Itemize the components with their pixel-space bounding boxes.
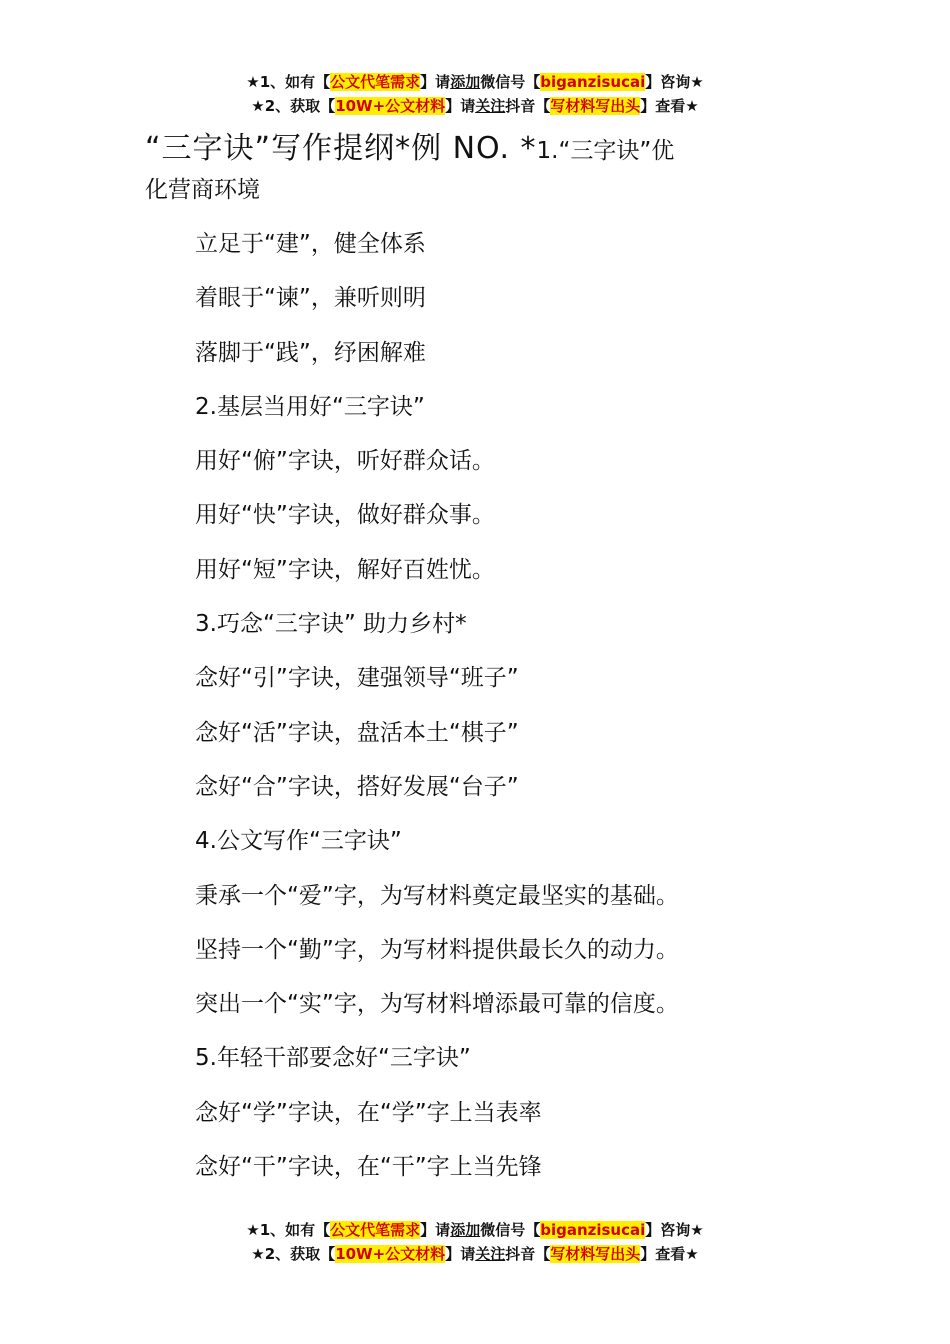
- banner-highlight-materials: 10W+公文材料: [335, 1245, 446, 1263]
- page-title: “三字诀”写作提纲*例 NO. *: [145, 131, 537, 166]
- banner-highlight-wechat-id: biganzisucai: [540, 73, 646, 91]
- header-banner: [0, 70, 950, 118]
- body-line: 念好“干”字诀，在“干”字上当先锋: [195, 1154, 542, 1181]
- banner-line-1: [0, 1218, 950, 1242]
- body-line: 念好“合”字诀，搭好发展“台子”: [195, 773, 519, 800]
- document-title: [145, 124, 815, 210]
- banner-text: 抖音【: [505, 1245, 551, 1263]
- banner-text: 抖音【: [505, 97, 551, 115]
- body-line: 落脚于“践”，纾困解难: [195, 339, 426, 366]
- banner-highlight-douyin: 写材料写出头: [550, 97, 641, 115]
- body-line: 用好“快”字诀，做好群众事。: [195, 502, 495, 529]
- footer-banner: [0, 1218, 950, 1266]
- banner-highlight-wechat-id: biganzisucai: [540, 1221, 646, 1239]
- banner-text: 】咨询★: [645, 73, 704, 91]
- banner-line-1: [0, 70, 950, 94]
- body-line: 立足于“建”，健全体系: [195, 231, 426, 257]
- banner-highlight-service: 公文代笔需求: [330, 73, 421, 91]
- body-line: 2.基层当用好“三字诀”: [195, 393, 425, 420]
- banner-highlight-materials: 10W+公文材料: [335, 97, 446, 115]
- body-line: 突出一个“实”字，为写材料增添最可靠的信度。: [195, 991, 679, 1018]
- body-line: 念好“学”字诀，在“学”字上当表率: [195, 1099, 542, 1126]
- banner-text: 】咨询★: [645, 1221, 704, 1239]
- banner-underline-add: 添加: [450, 1221, 481, 1239]
- body-line: 着眼于“谏”，兼听则明: [195, 285, 426, 312]
- banner-underline-add: 添加: [450, 73, 481, 91]
- banner-text: 】请: [445, 1245, 476, 1263]
- section-heading-1: 1.“三字诀”优: [536, 138, 675, 164]
- body-line: 3.巧念“三字诀” 助力乡村*: [195, 611, 467, 638]
- document-body: [195, 222, 835, 1199]
- body-line: 用好“短”字诀，解好百姓忧。: [195, 556, 495, 583]
- banner-text: 微信号【: [480, 73, 541, 91]
- banner-highlight-service: 公文代笔需求: [330, 1221, 421, 1239]
- banner-text: ★1、如有【: [246, 73, 331, 91]
- section-heading-1-continued: 化营商环境: [145, 177, 260, 203]
- body-line: 坚持一个“勤”字，为写材料提供最长久的动力。: [195, 936, 679, 963]
- body-line: 念好“引”字诀，建强领导“班子”: [195, 665, 519, 692]
- body-line: 秉承一个“爱”字，为写材料奠定最坚实的基础。: [195, 882, 679, 909]
- body-line: 4.公文写作“三字诀”: [195, 828, 402, 855]
- body-line: 用好“俯”字诀，听好群众话。: [195, 448, 495, 475]
- banner-line-2: [0, 94, 950, 118]
- banner-text: 微信号【: [480, 1221, 541, 1239]
- banner-underline-follow: 关注: [475, 1245, 506, 1263]
- banner-text: ★2、获取【: [251, 1245, 336, 1263]
- banner-text: 】请: [445, 97, 476, 115]
- banner-text: 】查看★: [640, 1245, 699, 1263]
- title-line: [145, 124, 815, 170]
- body-line: 5.年轻干部要念好“三字诀”: [195, 1045, 471, 1072]
- banner-text: ★2、获取【: [251, 97, 336, 115]
- banner-underline-follow: 关注: [475, 97, 506, 115]
- banner-text: ★1、如有【: [246, 1221, 331, 1239]
- banner-highlight-douyin: 写材料写出头: [550, 1245, 641, 1263]
- banner-text: 】查看★: [640, 97, 699, 115]
- banner-text: 】请: [420, 1221, 451, 1239]
- banner-line-2: [0, 1242, 950, 1266]
- body-line: 念好“活”字诀，盘活本土“棋子”: [195, 719, 519, 746]
- banner-text: 】请: [420, 73, 451, 91]
